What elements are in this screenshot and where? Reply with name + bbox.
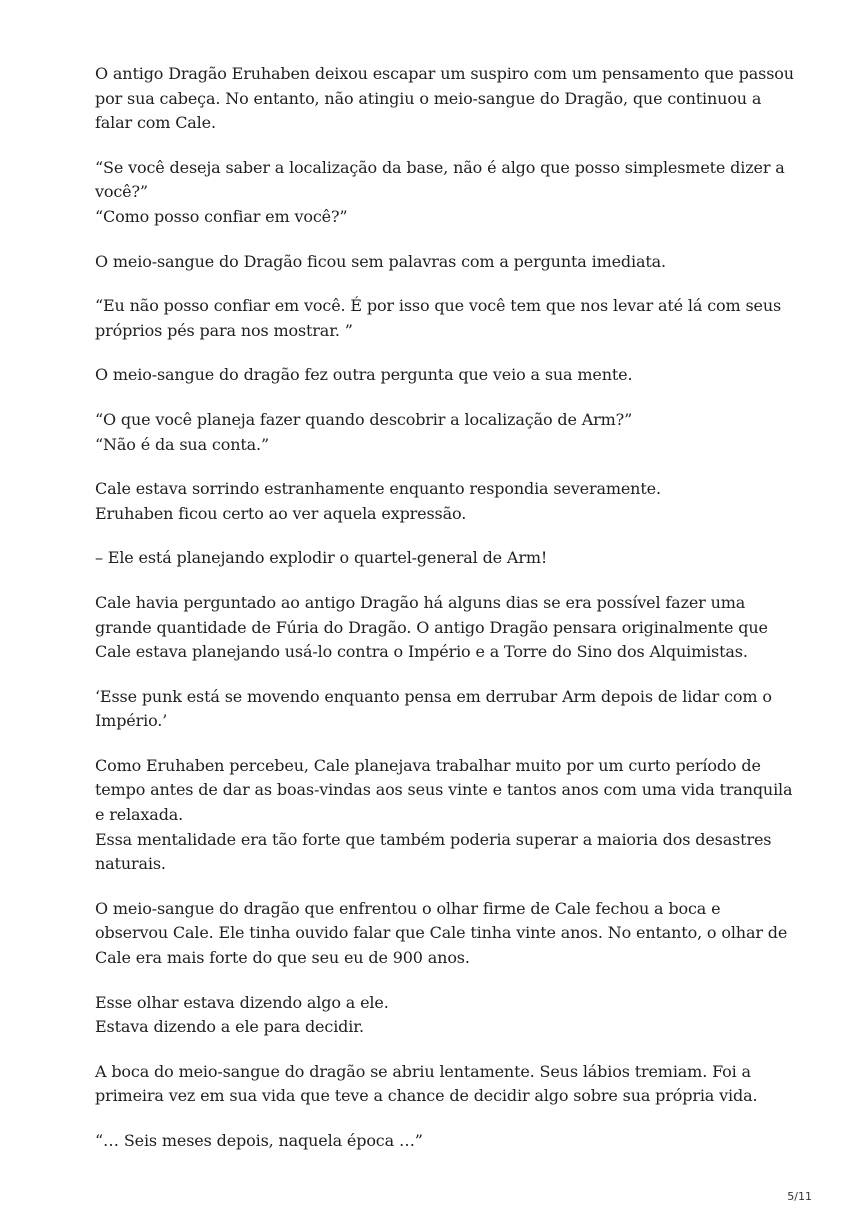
text-line: Essa mentalidade era tão forte que também poderia superar a maioria dos desastres naturais.: [95, 829, 772, 874]
paragraph: [95, 156, 795, 230]
text-line: “Não é da sua conta.”: [95, 434, 269, 454]
paragraph: [95, 408, 795, 457]
text-line: Cale estava sorrindo estranhamente enquanto respondia severamente.: [95, 479, 661, 499]
paragraph: [95, 754, 795, 877]
paragraph: [95, 62, 795, 136]
paragraph: [95, 363, 795, 388]
paragraph: [95, 294, 795, 343]
text-line: Cale havia perguntado ao antigo Dragão há alguns dias se era possível fazer uma grande quantidade de Fúria do Dragão. O antigo Dragão pensara originalmente que Cale estava planejando usá-lo contra o Império e a Torre do Sino dos Alquimistas.: [95, 592, 768, 662]
document-body: [95, 62, 795, 1174]
text-line: A boca do meio-sangue do dragão se abriu lentamente. Seus lábios tremiam. Foi a primeira vez em sua vida que teve a chance de decidir algo sobre sua própria vida.: [95, 1061, 758, 1106]
page-number: 5/11: [787, 1190, 812, 1203]
paragraph: [95, 546, 795, 571]
text-line: O meio-sangue do dragão que enfrentou o olhar firme de Cale fechou a boca e observou Cale. Ele tinha ouvido falar que Cale tinha vinte anos. No entanto, o olhar de Cale era mais forte do que seu eu de 900 anos.: [95, 898, 788, 968]
text-line: – Ele está planejando explodir o quartel-general de Arm!: [95, 548, 548, 568]
paragraph: [95, 591, 795, 665]
text-line: Esse olhar estava dizendo algo a ele.: [95, 992, 389, 1012]
text-line: O meio-sangue do Dragão ficou sem palavras com a pergunta imediata.: [95, 251, 666, 271]
text-line: Eruhaben ficou certo ao ver aquela expressão.: [95, 503, 467, 523]
text-line: “Eu não posso confiar em você. É por isso que você tem que nos levar até lá com seus próprios pés para nos mostrar. ”: [95, 296, 782, 340]
text-line: “Como posso confiar em você?”: [95, 206, 348, 226]
text-line: Estava dizendo a ele para decidir.: [95, 1017, 364, 1037]
text-line: “Se você deseja saber a localização da base, não é algo que posso simplesmete dizer a você?”: [95, 157, 785, 202]
paragraph: [95, 1129, 795, 1154]
paragraph: [95, 685, 795, 734]
text-line: Como Eruhaben percebeu, Cale planejava trabalhar muito por um curto período de tempo antes de dar as boas-vindas aos seus vinte e tantos anos com uma vida tranquila e relaxada.: [95, 755, 793, 825]
text-line: ‘Esse punk está se movendo enquanto pensa em derrubar Arm depois de lidar com o Império.’: [95, 686, 772, 731]
paragraph: [95, 250, 795, 275]
text-line: O antigo Dragão Eruhaben deixou escapar um suspiro com um pensamento que passou por sua cabeça. No entanto, não atingiu o meio-sangue do Dragão, que continuou a falar com Cale.: [95, 64, 794, 133]
text-line: O meio-sangue do dragão fez outra pergunta que veio a sua mente.: [95, 365, 633, 385]
paragraph: [95, 477, 795, 526]
text-line: “O que você planeja fazer quando descobrir a localização de Arm?”: [95, 409, 633, 429]
paragraph: [95, 1060, 795, 1109]
paragraph: [95, 897, 795, 971]
paragraph: [95, 991, 795, 1040]
text-line: “… Seis meses depois, naquela época …”: [95, 1131, 423, 1150]
